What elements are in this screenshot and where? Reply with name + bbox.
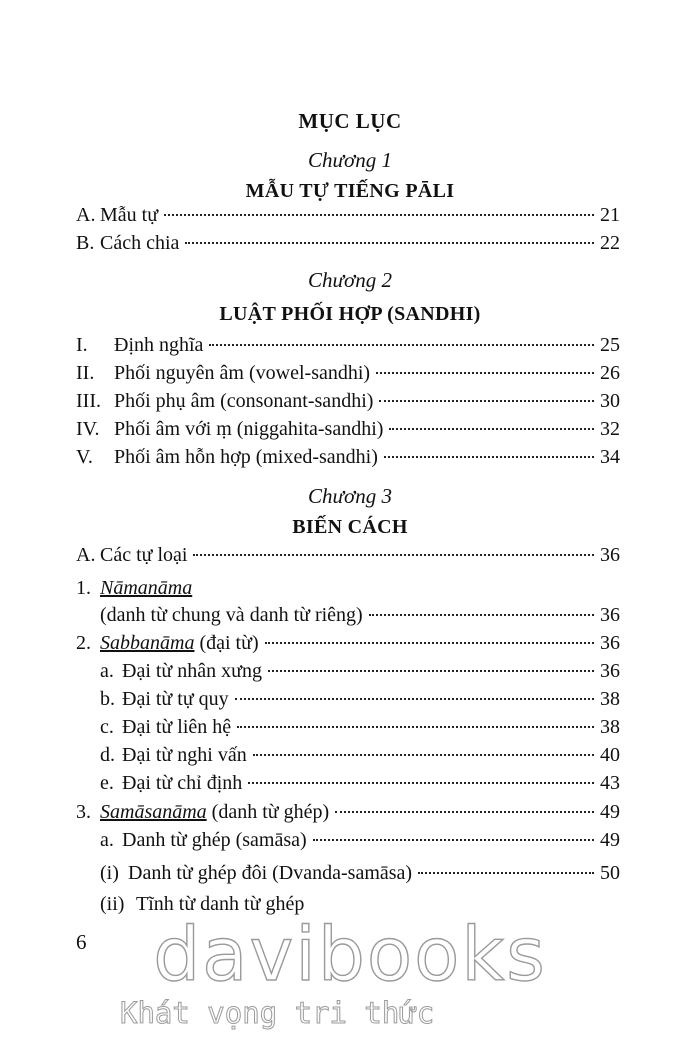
toc-heading-entry[interactable] [76, 577, 192, 600]
leader-dots [185, 242, 594, 244]
toc-entry[interactable] [100, 604, 620, 632]
entry-text: Phối nguyên âm (vowel-sandhi) [114, 362, 371, 384]
toc-entry[interactable] [76, 390, 620, 418]
toc-entry[interactable] [76, 801, 620, 829]
entry-number: a. [100, 829, 114, 851]
chapter-1-label: Chương 1 [308, 148, 392, 172]
entry-number: 3. [76, 801, 91, 823]
entry-number: II. [76, 362, 95, 384]
chapter-2-title: LUẬT PHỐI HỢP (SANDHI) [219, 303, 481, 325]
entry-number: d. [100, 744, 115, 766]
entry-text: Samāsanāma [100, 801, 207, 823]
entry-text: Cách chia [100, 232, 180, 254]
entry-page: 21 [600, 204, 620, 226]
leader-dots [384, 456, 594, 458]
entry-text: Định nghĩa [114, 334, 204, 356]
page-number: 6 [76, 930, 87, 954]
entry-page: 22 [600, 232, 620, 254]
leader-dots [268, 670, 594, 672]
page-title: MỤC LỤC [298, 109, 402, 133]
entry-page: 49 [600, 801, 620, 823]
entry-page: 49 [600, 829, 620, 851]
entry-text: Sabbanāma [100, 632, 195, 654]
toc-entry[interactable] [76, 446, 620, 474]
entry-number: A. [76, 544, 96, 566]
leader-dots [389, 428, 594, 430]
leader-dots [235, 698, 594, 700]
leader-dots [209, 344, 594, 346]
chapter-2-label: Chương 2 [308, 268, 392, 292]
entry-page: 36 [600, 544, 620, 566]
entry-number: A. [76, 204, 96, 226]
entry-text: Các tự loại [100, 544, 188, 566]
entry-page: 30 [600, 390, 620, 412]
entry-number: b. [100, 688, 115, 710]
entry-page: 36 [600, 604, 620, 626]
toc-entry[interactable] [76, 418, 620, 446]
entry-number: (i) [100, 862, 119, 884]
entry-number: I. [76, 334, 88, 356]
entry-text: Phối âm hỗn hợp (mixed-sandhi) [114, 446, 378, 468]
chapter-3-title: BIẾN CÁCH [292, 516, 408, 538]
entry-text: Phối phụ âm (consonant-sandhi) [114, 390, 374, 412]
leader-dots [418, 872, 594, 874]
entry-page: 32 [600, 418, 620, 440]
entry-text: Đại từ tự quy [122, 688, 229, 710]
toc-entry[interactable] [100, 744, 620, 772]
entry-page: 36 [600, 632, 620, 654]
entry-text: Danh từ ghép (samāsa) [122, 829, 307, 851]
leader-dots [335, 811, 594, 813]
leader-dots [376, 372, 594, 374]
entry-suffix: (đại từ) [199, 632, 259, 654]
chapter-1-title: MẪU TỰ TIẾNG PĀLI [245, 180, 455, 202]
leader-dots [313, 839, 594, 841]
entry-number: e. [100, 772, 114, 794]
toc-entry[interactable] [76, 204, 620, 232]
entry-page: 43 [600, 772, 620, 794]
toc-entry[interactable] [76, 334, 620, 362]
entry-page: 50 [600, 862, 620, 884]
entry-number: III. [76, 390, 101, 412]
entry-text: Tĩnh từ danh từ ghép [136, 893, 305, 915]
toc-entry[interactable] [100, 829, 620, 857]
toc-entry[interactable] [100, 772, 620, 800]
entry-number: 1. [76, 577, 91, 599]
toc-entry[interactable] [100, 660, 620, 688]
entry-text: Nāmanāma [100, 577, 193, 599]
entry-text: Đại từ liên hệ [122, 716, 232, 738]
toc-entry[interactable] [76, 544, 620, 572]
entry-text: (danh từ chung và danh từ riêng) [100, 604, 363, 626]
leader-dots [369, 614, 594, 616]
toc-entry[interactable] [100, 688, 620, 716]
entry-page: 25 [600, 334, 620, 356]
entry-text: Danh từ ghép đôi (Dvanda-samāsa) [128, 862, 413, 884]
entry-number: 2. [76, 632, 91, 654]
entry-page: 40 [600, 744, 620, 766]
entry-number: a. [100, 660, 114, 682]
entry-text: Đại từ chỉ định [122, 772, 243, 794]
entry-page: 38 [600, 688, 620, 710]
entry-page: 38 [600, 716, 620, 738]
leader-dots [253, 754, 594, 756]
chapter-3-label: Chương 3 [308, 484, 392, 508]
toc-entry[interactable] [100, 862, 620, 890]
leader-dots [237, 726, 594, 728]
entry-page: 34 [600, 446, 620, 468]
toc-entry[interactable] [100, 716, 620, 744]
toc-entry[interactable] [76, 362, 620, 390]
entry-text: Đại từ nghi vấn [122, 744, 247, 766]
entry-number: B. [76, 232, 95, 254]
leader-dots [164, 214, 594, 216]
toc-entry[interactable] [76, 232, 620, 260]
watermark-brand: davibooks [153, 912, 547, 998]
entry-text: Đại từ nhân xưng [122, 660, 262, 682]
leader-dots [248, 782, 594, 784]
entry-text: Mẫu tự [100, 204, 159, 226]
entry-number: V. [76, 446, 93, 468]
leader-dots [193, 554, 594, 556]
entry-page: 36 [600, 660, 620, 682]
toc-entry[interactable] [76, 632, 620, 660]
entry-number: c. [100, 716, 114, 738]
entry-number: (ii) [100, 893, 125, 915]
entry-suffix: (danh từ ghép) [211, 801, 330, 823]
entry-text: Phối âm với ṃ (niggahita-sandhi) [114, 418, 384, 440]
leader-dots [265, 642, 594, 644]
entry-number: IV. [76, 418, 100, 440]
watermark-tagline: Khát vọng tri thức [120, 996, 435, 1030]
entry-page: 26 [600, 362, 620, 384]
leader-dots [379, 400, 594, 402]
